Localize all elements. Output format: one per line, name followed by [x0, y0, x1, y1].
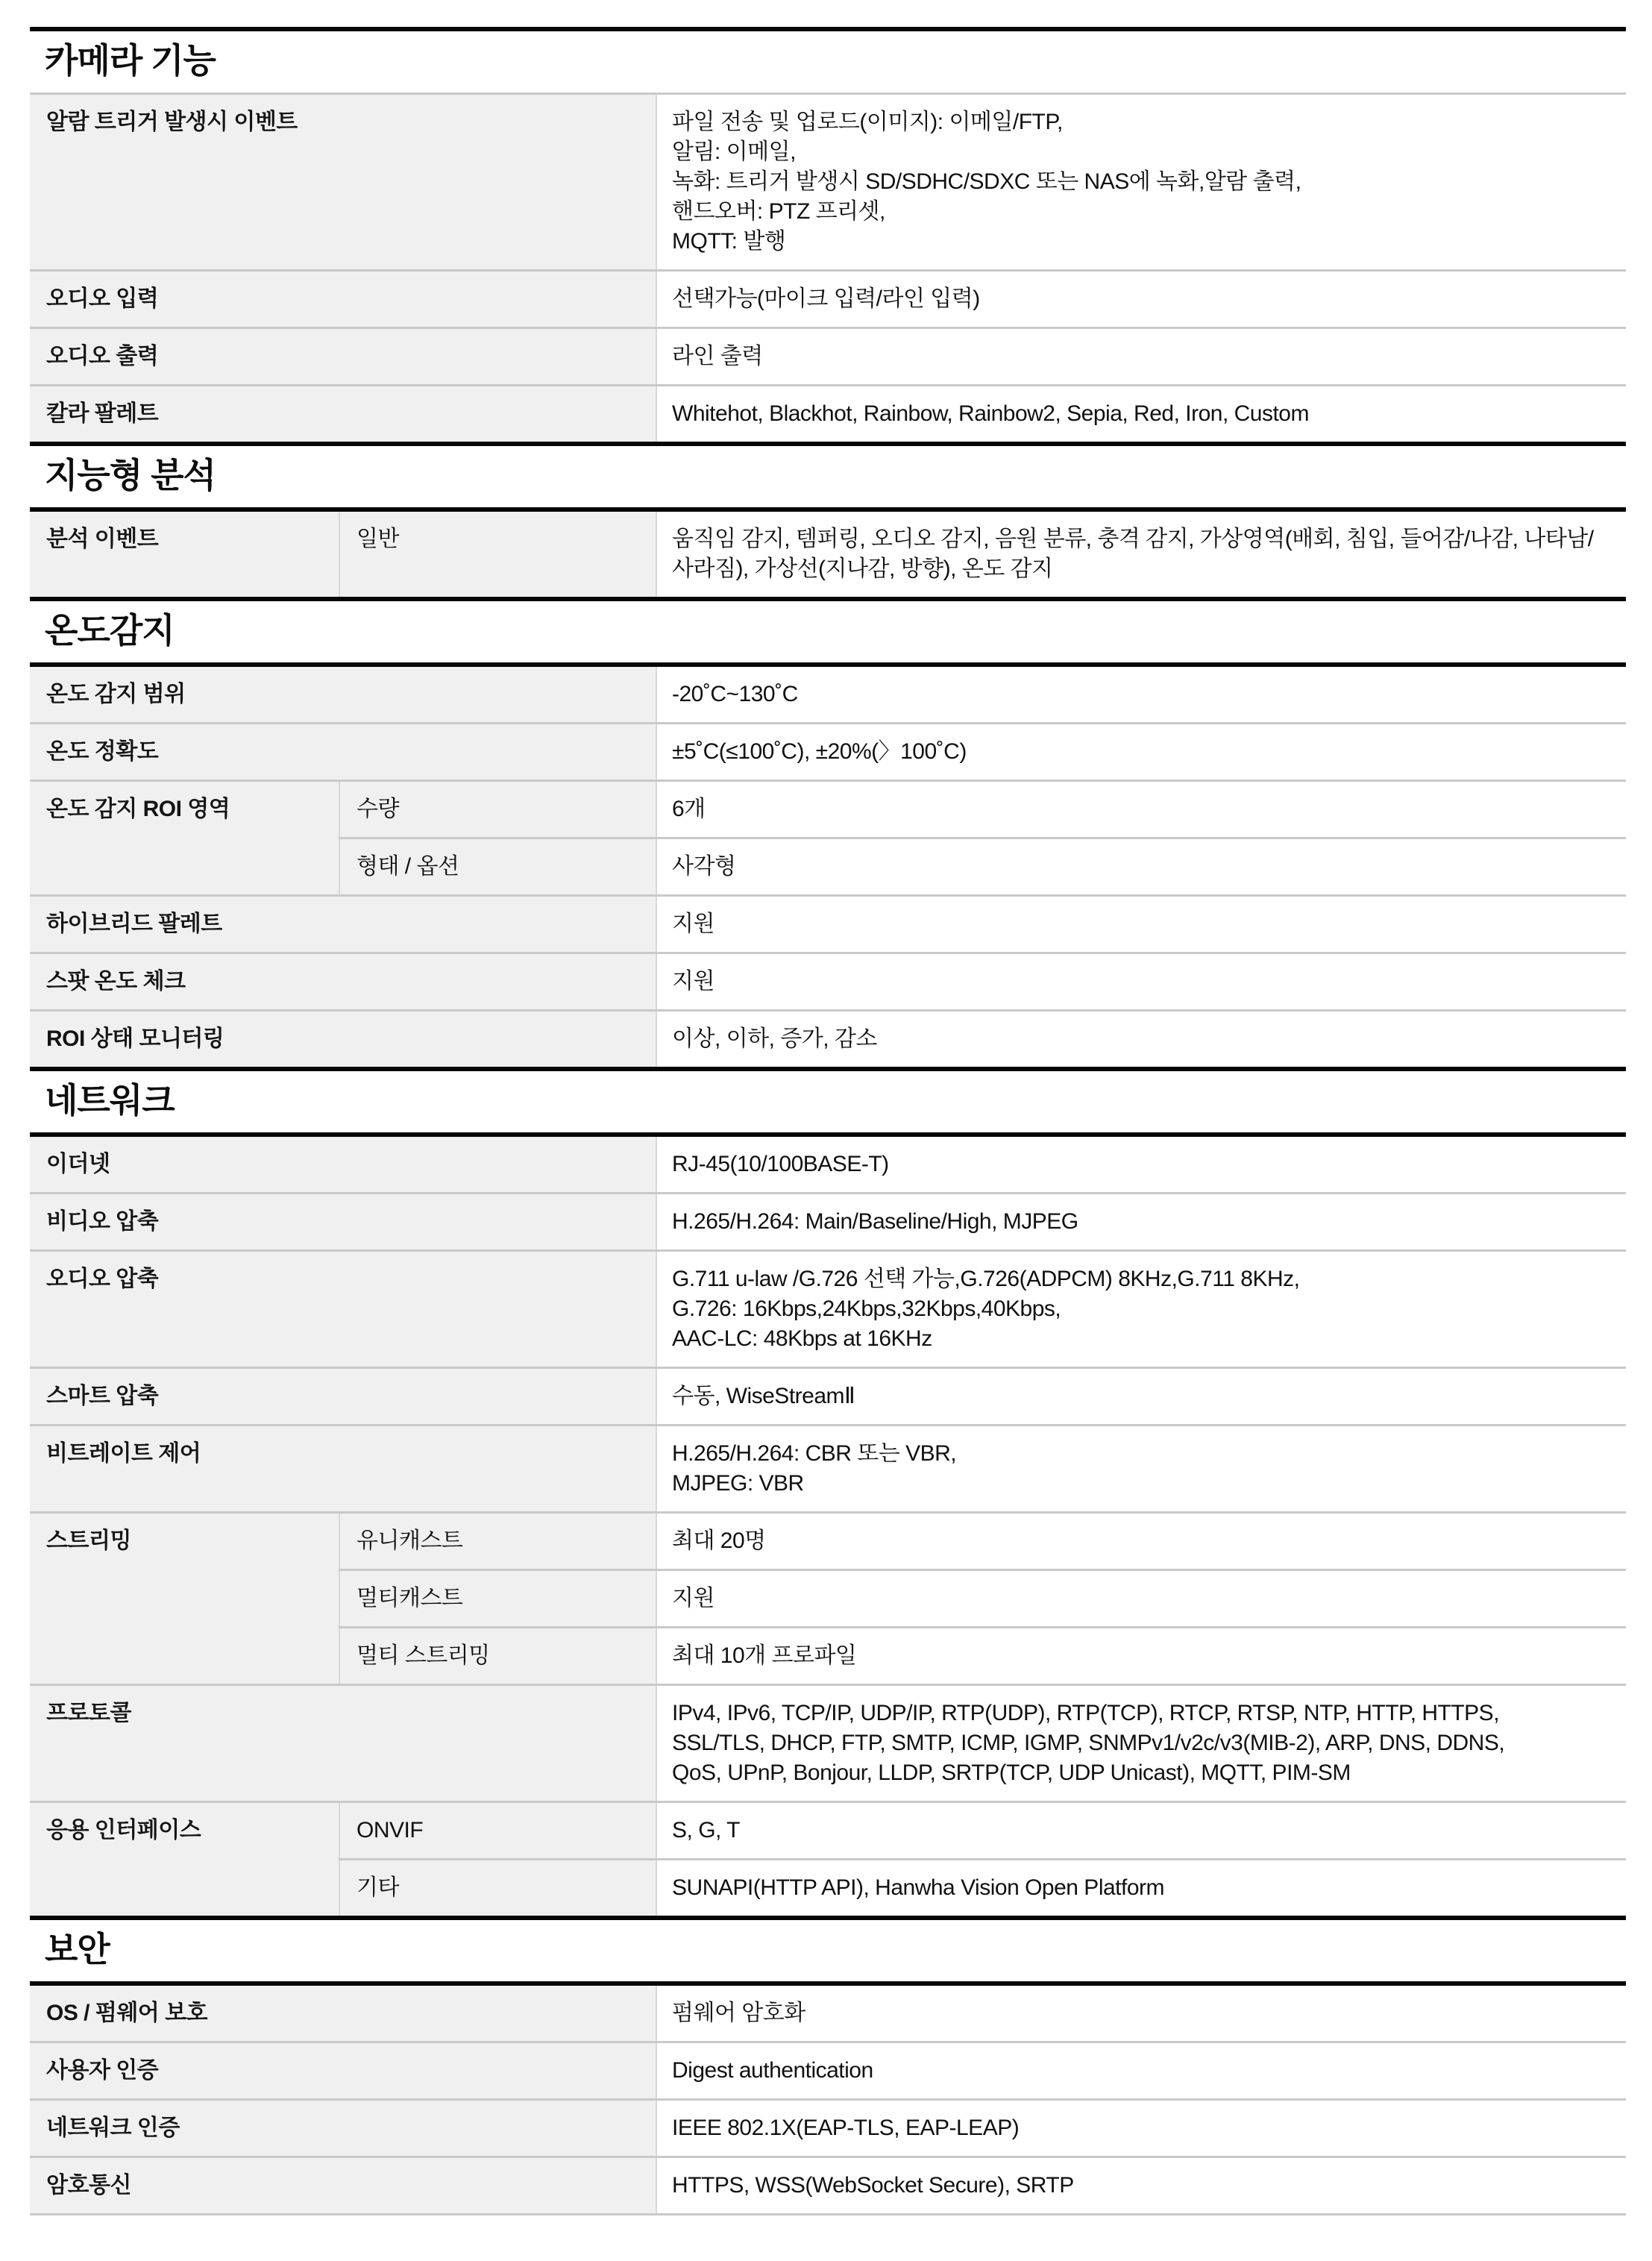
row-value — [656, 1628, 1626, 1685]
spec-row — [30, 1251, 1626, 1368]
row-label: 칼라 팔레트 — [30, 386, 656, 445]
row-sublabel: 유니캐스트 — [339, 1513, 656, 1570]
spec-table — [30, 1132, 1626, 1920]
row-label: 스트리밍 — [30, 1513, 339, 1685]
value-line: QoS, UPnP, Bonjour, LLDP, SRTP(TCP, UDP Unicast), MQTT, PIM-SM — [672, 1760, 1351, 1785]
row-sublabel: 기타 — [339, 1860, 656, 1919]
spec-row — [30, 509, 1626, 599]
row-value — [656, 1135, 1626, 1194]
row-label: 오디오 압축 — [30, 1251, 656, 1368]
section-title: 온도감지 — [45, 611, 175, 650]
spec-row — [30, 665, 1626, 724]
value-line: IPv4, IPv6, TCP/IP, UDP/IP, RTP(UDP), RTP(TCP), RTCP, RTSP, NTP, HTTP, HTTPS, — [672, 1701, 1500, 1725]
spec-row — [30, 1135, 1626, 1194]
row-value — [656, 1251, 1626, 1368]
value-line: 최대 10개 프로파일 — [672, 1643, 857, 1668]
value-line: IEEE 802.1X(EAP-TLS, EAP-LEAP) — [672, 2116, 1020, 2140]
value-line: G.726: 16Kbps,24Kbps,32Kbps,40Kbps, — [672, 1296, 1061, 1321]
row-value — [656, 724, 1626, 781]
row-sublabel: 형태 / 옵션 — [339, 838, 656, 896]
spec-table — [30, 507, 1626, 601]
row-label: 스마트 압축 — [30, 1368, 656, 1426]
spec-row — [30, 2042, 1626, 2100]
row-label: 온도 정확도 — [30, 724, 656, 781]
spec-row — [30, 1426, 1626, 1513]
value-line: MJPEG: VBR — [672, 1471, 804, 1496]
spec-row — [30, 953, 1626, 1011]
value-line: 파일 전송 및 업로드(이미지): 이메일/FTP, — [672, 110, 1063, 134]
value-line: 알림: 이메일, — [672, 139, 796, 164]
value-line: Digest authentication — [672, 2058, 873, 2083]
row-value — [656, 1984, 1626, 2042]
row-label: 사용자 인증 — [30, 2042, 656, 2100]
spec-row — [30, 896, 1626, 953]
spec-row — [30, 1685, 1626, 1802]
section-title: 보안 — [45, 1930, 110, 1969]
value-line: SUNAPI(HTTP API), Hanwha Vision Open Platform — [672, 1875, 1165, 1900]
value-line: G.711 u-law /G.726 선택 가능,G.726(ADPCM) 8KHz,G.711 8KHz, — [672, 1267, 1300, 1291]
spec-row — [30, 2157, 1626, 2215]
row-value — [656, 838, 1626, 896]
row-sublabel: 일반 — [339, 509, 656, 599]
row-label: OS / 펌웨어 보호 — [30, 1984, 656, 2042]
spec-table — [30, 1981, 1626, 2215]
row-value — [656, 1860, 1626, 1919]
value-line: S, G, T — [672, 1818, 740, 1843]
row-value — [656, 2042, 1626, 2100]
spec-row — [30, 386, 1626, 445]
row-value — [656, 328, 1626, 386]
spec-row — [30, 1194, 1626, 1251]
row-value — [656, 2157, 1626, 2215]
row-label: 온도 감지 범위 — [30, 665, 656, 724]
row-label: 암호통신 — [30, 2157, 656, 2215]
value-line: ±5˚C(≤100˚C), ±20%(〉100˚C) — [672, 739, 967, 764]
spec-row — [30, 1368, 1626, 1426]
row-value — [656, 1194, 1626, 1251]
row-value — [656, 386, 1626, 445]
spec-row — [30, 1513, 1626, 1570]
spec-row — [30, 271, 1626, 328]
value-line: 지원 — [672, 969, 714, 994]
row-value — [656, 2100, 1626, 2157]
value-line: 최대 20명 — [672, 1528, 766, 1553]
row-value — [656, 271, 1626, 328]
row-sublabel: 멀티캐스트 — [339, 1570, 656, 1628]
row-value — [656, 665, 1626, 724]
spec-row — [30, 328, 1626, 386]
spec-row — [30, 1984, 1626, 2042]
value-line: 펌웨어 암호화 — [672, 2001, 805, 2025]
row-label: 분석 이벤트 — [30, 509, 339, 599]
value-line: 지원 — [672, 1586, 714, 1611]
row-label: 온도 감지 ROI 영역 — [30, 781, 339, 896]
row-value — [656, 1802, 1626, 1860]
row-label: 오디오 입력 — [30, 271, 656, 328]
row-label: 네트워크 인증 — [30, 2100, 656, 2157]
row-value — [656, 953, 1626, 1011]
value-line: AAC-LC: 48Kbps at 16KHz — [672, 1326, 932, 1351]
row-value — [656, 509, 1626, 599]
value-line: Whitehot, Blackhot, Rainbow, Rainbow2, Sepia, Red, Iron, Custom — [672, 401, 1309, 426]
row-label: ROI 상태 모니터링 — [30, 1011, 656, 1070]
value-line: 사각형 — [672, 854, 736, 879]
row-label: 비트레이트 제어 — [30, 1426, 656, 1513]
row-value — [656, 1011, 1626, 1070]
row-label: 응용 인터페이스 — [30, 1802, 339, 1919]
section-title: 네트워크 — [45, 1081, 175, 1120]
spec-table — [30, 92, 1626, 446]
value-line: -20˚C~130˚C — [672, 682, 798, 706]
spec-table — [30, 662, 1626, 1071]
row-value — [656, 1685, 1626, 1802]
spec-row — [30, 1802, 1626, 1860]
value-line: 핸드오버: PTZ 프리셋, — [672, 199, 885, 224]
value-line: RJ-45(10/100BASE-T) — [672, 1152, 889, 1176]
row-value — [656, 94, 1626, 271]
value-line: H.265/H.264: Main/Baseline/High, MJPEG — [672, 1209, 1078, 1234]
spec-row — [30, 781, 1626, 838]
row-sublabel: ONVIF — [339, 1802, 656, 1860]
value-line: 지원 — [672, 912, 714, 936]
value-line: 선택가능(마이크 입력/라인 입력) — [672, 286, 980, 311]
value-line: 움직임 감지, 템퍼링, 오디오 감지, 음원 분류, 충격 감지, 가상영역(배회, 침입, 들어감/나감, 나타남/사라짐), 가상선(지나감, 방향), 온도 감지 — [672, 527, 1594, 581]
row-value — [656, 1426, 1626, 1513]
row-sublabel: 멀티 스트리밍 — [339, 1628, 656, 1685]
row-label: 오디오 출력 — [30, 328, 656, 386]
spec-row — [30, 1011, 1626, 1070]
value-line: 라인 출력 — [672, 344, 763, 369]
row-label: 알람 트리거 발생시 이벤트 — [30, 94, 656, 271]
row-value — [656, 781, 1626, 838]
spec-row — [30, 94, 1626, 271]
row-value — [656, 1513, 1626, 1570]
row-sublabel: 수량 — [339, 781, 656, 838]
value-line: 6개 — [672, 797, 706, 821]
value-line: 녹화: 트리거 발생시 SD/SDHC/SDXC 또는 NAS에 녹화,알람 출력, — [672, 169, 1301, 194]
value-line: H.265/H.264: CBR 또는 VBR, — [672, 1441, 957, 1466]
row-label: 하이브리드 팔레트 — [30, 896, 656, 953]
value-line: 이상, 이하, 증가, 감소 — [672, 1026, 877, 1051]
row-label: 스팟 온도 체크 — [30, 953, 656, 1011]
value-line: MQTT: 발행 — [672, 229, 786, 254]
spec-row — [30, 724, 1626, 781]
spec-row — [30, 2100, 1626, 2157]
value-line: HTTPS, WSS(WebSocket Secure), SRTP — [672, 2173, 1074, 2198]
row-value — [656, 896, 1626, 953]
spec-document — [30, 0, 1626, 2215]
section-title: 지능형 분석 — [45, 456, 216, 495]
value-line: 수동, WiseStreamⅡ — [672, 1384, 855, 1408]
row-label: 이더넷 — [30, 1135, 656, 1194]
row-label: 비디오 압축 — [30, 1194, 656, 1251]
row-value — [656, 1570, 1626, 1628]
section-title: 카메라 기능 — [45, 41, 216, 80]
row-label: 프로토콜 — [30, 1685, 656, 1802]
row-value — [656, 1368, 1626, 1426]
value-line: SSL/TLS, DHCP, FTP, SMTP, ICMP, IGMP, SNMPv1/v2c/v3(MIB-2), ARP, DNS, DDNS, — [672, 1731, 1505, 1755]
